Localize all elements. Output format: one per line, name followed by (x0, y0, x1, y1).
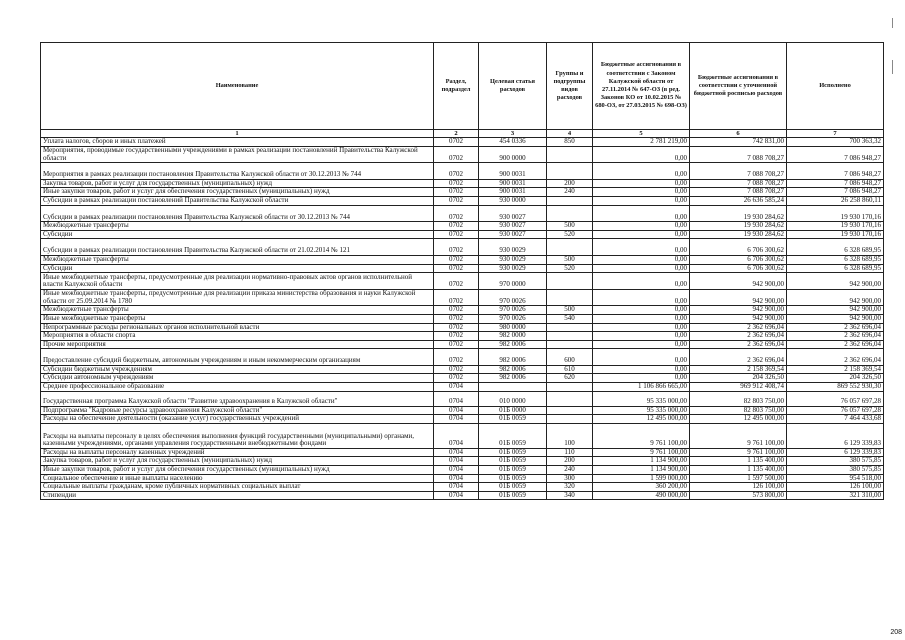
cell-name: Уплата налогов, сборов и иных платежей (41, 138, 434, 147)
cell-section: 0702 (434, 196, 479, 205)
table-row (41, 349, 884, 366)
cell-name: Иные межбюджетные трансферты, предусмотренные для реализации нормативно-правовых актов органов исполнительной власти Калужской области (41, 273, 434, 290)
cell-section: 0704 (434, 491, 479, 500)
page-number: 208 (890, 629, 902, 636)
cell-section: 0704 (434, 457, 479, 466)
cell-target: 01Б 0059 (479, 474, 547, 483)
table-row (41, 163, 884, 180)
cell-executed: 2 362 696,04 (787, 340, 884, 349)
cell-target: 01Б 0059 (479, 483, 547, 492)
cell-schedule: 969 912 408,74 (690, 383, 787, 392)
cell-law: 0,00 (593, 314, 690, 323)
cell-law: 0,00 (593, 273, 690, 290)
cell-law: 12 495 000,00 (593, 415, 690, 424)
cell-schedule: 7 088 708,27 (690, 188, 787, 197)
cell-target: 970 0026 (479, 289, 547, 306)
cell-group (547, 196, 593, 205)
table-header-row (41, 43, 884, 130)
cell-target: 01Б 0059 (479, 423, 547, 448)
column-number: 7 (787, 130, 884, 138)
cell-section: 0702 (434, 146, 479, 163)
cell-law: 0,00 (593, 163, 690, 180)
cell-group: 620 (547, 374, 593, 383)
cell-schedule: 9 761 100,00 (690, 448, 787, 457)
cell-executed: 7 086 948,27 (787, 179, 884, 188)
header-target: Целевая статья расходов (479, 43, 547, 130)
cell-name: Межбюджетные трансферты (41, 306, 434, 315)
table-row (41, 383, 884, 392)
cell-schedule: 1 135 400,00 (690, 466, 787, 475)
cell-law: 0,00 (593, 179, 690, 188)
cell-law: 0,00 (593, 332, 690, 341)
scan-edge-mark (892, 18, 893, 28)
cell-executed: 6 129 339,83 (787, 423, 884, 448)
cell-section: 0702 (434, 374, 479, 383)
cell-section: 0704 (434, 483, 479, 492)
cell-group: 500 (547, 255, 593, 264)
cell-executed: 942 900,00 (787, 306, 884, 315)
cell-name: Иные закупки товаров, работ и услуг для обеспечения государственных (муниципальных) нужд (41, 466, 434, 475)
cell-group: 500 (547, 222, 593, 231)
cell-executed: 6 328 689,95 (787, 264, 884, 273)
cell-group (547, 332, 593, 341)
cell-target: 900 0031 (479, 188, 547, 197)
cell-name: Субсидии в рамках реализации постановлений Правительства Калужской области (41, 196, 434, 205)
cell-target: 930 0029 (479, 264, 547, 273)
cell-target: 930 0029 (479, 239, 547, 256)
table-row (41, 415, 884, 424)
cell-section: 0704 (434, 474, 479, 483)
cell-group (547, 323, 593, 332)
cell-target: 970 0026 (479, 314, 547, 323)
header-law: Бюджетные ассигнования в соответствии с Законом Калужской области от 27.11.2014 № 647-ОЗ (в ред. Законов КО от 10.02.2015 № 680-ОЗ, от 27.03.2015 № 698-ОЗ) (593, 43, 690, 130)
cell-schedule: 942 900,00 (690, 289, 787, 306)
cell-executed: 6 328 689,95 (787, 239, 884, 256)
cell-group (547, 391, 593, 406)
cell-executed: 380 575,85 (787, 457, 884, 466)
cell-target: 900 0000 (479, 146, 547, 163)
cell-name: Подпрограмма "Кадровые ресурсы здравоохранения Калужской области" (41, 406, 434, 415)
cell-executed: 2 362 696,04 (787, 349, 884, 366)
table-row (41, 138, 884, 147)
cell-executed: 7 086 948,27 (787, 163, 884, 180)
cell-executed: 942 900,00 (787, 273, 884, 290)
table-row (41, 340, 884, 349)
cell-name: Межбюджетные трансферты (41, 222, 434, 231)
table-row (41, 255, 884, 264)
cell-executed: 7 086 948,27 (787, 146, 884, 163)
cell-group: 320 (547, 483, 593, 492)
cell-section: 0702 (434, 314, 479, 323)
cell-group: 240 (547, 188, 593, 197)
cell-law: 0,00 (593, 255, 690, 264)
cell-executed: 321 310,00 (787, 491, 884, 500)
cell-group: 540 (547, 314, 593, 323)
table-row (41, 491, 884, 500)
cell-law: 2 781 219,00 (593, 138, 690, 147)
cell-executed: 380 575,85 (787, 466, 884, 475)
cell-law: 0,00 (593, 222, 690, 231)
cell-name: Расходы на обеспечение деятельности (оказание услуг) государственных учреждений (41, 415, 434, 424)
cell-name: Мероприятия, проводимые государственными учреждениями в рамках реализации постановлений Правительства Калужской области (41, 146, 434, 163)
column-number: 6 (690, 130, 787, 138)
cell-law: 1 134 900,00 (593, 457, 690, 466)
table-row (41, 179, 884, 188)
cell-schedule: 82 803 750,00 (690, 391, 787, 406)
cell-section: 0704 (434, 448, 479, 457)
table-row (41, 264, 884, 273)
cell-group: 500 (547, 306, 593, 315)
cell-target: 900 0031 (479, 163, 547, 180)
cell-group: 200 (547, 457, 593, 466)
cell-law: 0,00 (593, 306, 690, 315)
budget-table (40, 42, 884, 500)
header-name: Наименование (41, 43, 434, 130)
cell-executed: 942 900,00 (787, 314, 884, 323)
cell-executed: 76 057 697,28 (787, 391, 884, 406)
cell-name: Иные межбюджетные трансферты, предусмотренные для реализации приказа министерства образования и науки Калужской области от 25.09.2014 № 1780 (41, 289, 434, 306)
cell-name: Мероприятия в рамках реализации постановления Правительства Калужской области от 30.12.2013 № 744 (41, 163, 434, 180)
cell-schedule: 6 706 300,62 (690, 255, 787, 264)
cell-law: 0,00 (593, 205, 690, 222)
cell-name: Закупка товаров, работ и услуг для государственных (муниципальных) нужд (41, 457, 434, 466)
cell-target: 982 0006 (479, 340, 547, 349)
cell-name: Субсидии автономным учреждениям (41, 374, 434, 383)
cell-target: 930 0029 (479, 255, 547, 264)
cell-section: 0704 (434, 423, 479, 448)
cell-law: 1 134 900,00 (593, 466, 690, 475)
cell-executed: 2 158 369,54 (787, 365, 884, 374)
cell-law: 1 106 866 665,00 (593, 383, 690, 392)
cell-executed: 204 326,50 (787, 374, 884, 383)
cell-schedule: 12 495 000,00 (690, 415, 787, 424)
cell-schedule: 9 761 100,00 (690, 423, 787, 448)
cell-schedule: 2 362 696,04 (690, 349, 787, 366)
cell-target: 01Б 0059 (479, 491, 547, 500)
cell-section: 0702 (434, 323, 479, 332)
cell-section: 0702 (434, 239, 479, 256)
cell-law: 0,00 (593, 365, 690, 374)
cell-group (547, 406, 593, 415)
cell-law: 95 335 000,00 (593, 391, 690, 406)
table-row (41, 239, 884, 256)
table-row (41, 289, 884, 306)
cell-schedule: 2 362 696,04 (690, 332, 787, 341)
table-row (41, 205, 884, 222)
table-row (41, 374, 884, 383)
cell-name: Среднее профессиональное образование (41, 383, 434, 392)
table-row (41, 332, 884, 341)
cell-target: 930 0000 (479, 196, 547, 205)
cell-schedule: 1 597 500,00 (690, 474, 787, 483)
table-row (41, 273, 884, 290)
table-row (41, 196, 884, 205)
column-number-row (41, 130, 884, 138)
cell-law: 360 200,00 (593, 483, 690, 492)
cell-name: Субсидии (41, 230, 434, 239)
cell-target: 930 0027 (479, 205, 547, 222)
cell-group: 340 (547, 491, 593, 500)
cell-name: Иные закупки товаров, работ и услуг для обеспечения государственных (муниципальных) нужд (41, 188, 434, 197)
cell-name: Непрограммные расходы региональных органов исполнительной власти (41, 323, 434, 332)
cell-target: 01Б 0059 (479, 448, 547, 457)
header-schedule: Бюджетные ассигнования в соответствии с уточненной бюджетной росписью расходов (690, 43, 787, 130)
table-row (41, 323, 884, 332)
cell-executed: 19 930 170,16 (787, 222, 884, 231)
cell-executed: 19 930 170,16 (787, 205, 884, 222)
cell-executed: 2 362 696,04 (787, 332, 884, 341)
table-body (41, 138, 884, 500)
cell-section: 0702 (434, 273, 479, 290)
cell-group: 100 (547, 423, 593, 448)
cell-name: Прочие мероприятия (41, 340, 434, 349)
cell-name: Государственная программа Калужской области "Развитие здравоохранения в Калужской области" (41, 391, 434, 406)
cell-executed: 954 518,00 (787, 474, 884, 483)
cell-schedule: 6 706 300,62 (690, 264, 787, 273)
cell-section: 0702 (434, 349, 479, 366)
cell-section: 0704 (434, 415, 479, 424)
cell-group (547, 239, 593, 256)
cell-name: Мероприятия в области спорта (41, 332, 434, 341)
cell-group (547, 163, 593, 180)
cell-law: 1 599 000,00 (593, 474, 690, 483)
cell-section: 0702 (434, 255, 479, 264)
cell-target: 982 0006 (479, 349, 547, 366)
table-row (41, 188, 884, 197)
cell-schedule: 7 088 708,27 (690, 146, 787, 163)
cell-executed: 6 328 689,95 (787, 255, 884, 264)
cell-target: 010 0000 (479, 391, 547, 406)
cell-section: 0702 (434, 222, 479, 231)
cell-group: 600 (547, 349, 593, 366)
cell-schedule: 19 930 284,62 (690, 230, 787, 239)
cell-name: Предоставление субсидий бюджетным, автономным учреждениям и иным некоммерческим организациям (41, 349, 434, 366)
cell-name: Социальные выплаты гражданам, кроме публичных нормативных социальных выплат (41, 483, 434, 492)
table-row (41, 222, 884, 231)
cell-group: 850 (547, 138, 593, 147)
cell-schedule: 82 803 750,00 (690, 406, 787, 415)
cell-law: 0,00 (593, 340, 690, 349)
cell-target: 970 0000 (479, 273, 547, 290)
header-section: Раздел, подраздел (434, 43, 479, 130)
cell-target: 980 0000 (479, 323, 547, 332)
cell-name: Расходы на выплаты персоналу в целях обеспечения выполнения функций государственными (муниципальными) органами, казенными учреждениями, органами управления государственными внебюджетными фондами (41, 423, 434, 448)
cell-group (547, 289, 593, 306)
cell-target (479, 383, 547, 392)
header-executed: Исполнено (787, 43, 884, 130)
cell-schedule: 26 636 585,24 (690, 196, 787, 205)
cell-schedule: 204 326,50 (690, 374, 787, 383)
column-number: 2 (434, 130, 479, 138)
cell-law: 0,00 (593, 188, 690, 197)
cell-group (547, 383, 593, 392)
table-row (41, 483, 884, 492)
table-row (41, 423, 884, 448)
cell-schedule: 2 362 696,04 (690, 323, 787, 332)
cell-section: 0702 (434, 230, 479, 239)
cell-section: 0702 (434, 138, 479, 147)
cell-law: 0,00 (593, 323, 690, 332)
cell-schedule: 19 930 284,62 (690, 222, 787, 231)
cell-group (547, 273, 593, 290)
table-row (41, 146, 884, 163)
cell-group: 110 (547, 448, 593, 457)
table-row (41, 457, 884, 466)
cell-schedule: 1 135 400,00 (690, 457, 787, 466)
cell-law: 0,00 (593, 230, 690, 239)
cell-section: 0702 (434, 365, 479, 374)
cell-section: 0702 (434, 163, 479, 180)
cell-group: 300 (547, 474, 593, 483)
cell-name: Межбюджетные трансферты (41, 255, 434, 264)
cell-law: 0,00 (593, 374, 690, 383)
column-number: 1 (41, 130, 434, 138)
cell-law: 0,00 (593, 349, 690, 366)
cell-target: 982 0006 (479, 365, 547, 374)
cell-target: 01Б 0059 (479, 466, 547, 475)
cell-schedule: 942 900,00 (690, 306, 787, 315)
cell-name: Субсидии в рамках реализации постановления Правительства Калужской области от 21.02.2014 № 121 (41, 239, 434, 256)
cell-group (547, 146, 593, 163)
cell-schedule: 7 088 708,27 (690, 163, 787, 180)
scan-edge-mark (892, 60, 893, 74)
cell-section: 0704 (434, 383, 479, 392)
column-number: 3 (479, 130, 547, 138)
cell-executed: 700 363,32 (787, 138, 884, 147)
cell-law: 0,00 (593, 146, 690, 163)
cell-schedule: 742 831,00 (690, 138, 787, 147)
cell-group (547, 205, 593, 222)
cell-executed: 7 464 433,68 (787, 415, 884, 424)
cell-section: 0702 (434, 332, 479, 341)
cell-law: 0,00 (593, 264, 690, 273)
cell-group: 520 (547, 230, 593, 239)
cell-executed: 869 552 930,30 (787, 383, 884, 392)
cell-target: 01Б 0059 (479, 415, 547, 424)
table-row (41, 314, 884, 323)
cell-executed: 19 930 170,16 (787, 230, 884, 239)
table-row (41, 306, 884, 315)
cell-target: 930 0027 (479, 222, 547, 231)
cell-law: 95 335 000,00 (593, 406, 690, 415)
table-row (41, 448, 884, 457)
cell-executed: 942 900,00 (787, 289, 884, 306)
cell-target: 900 0031 (479, 179, 547, 188)
table-row (41, 474, 884, 483)
budget-table-sheet (40, 42, 883, 500)
cell-section: 0702 (434, 340, 479, 349)
cell-name: Субсидии бюджетным учреждениям (41, 365, 434, 374)
cell-section: 0704 (434, 406, 479, 415)
cell-law: 0,00 (593, 289, 690, 306)
cell-target: 982 0000 (479, 332, 547, 341)
cell-law: 490 000,00 (593, 491, 690, 500)
cell-law: 0,00 (593, 239, 690, 256)
cell-executed: 76 057 697,28 (787, 406, 884, 415)
cell-group: 610 (547, 365, 593, 374)
cell-schedule: 6 706 300,62 (690, 239, 787, 256)
cell-group: 520 (547, 264, 593, 273)
cell-schedule: 2 362 696,04 (690, 340, 787, 349)
table-row (41, 466, 884, 475)
table-row (41, 365, 884, 374)
cell-executed: 6 129 339,83 (787, 448, 884, 457)
cell-group: 240 (547, 466, 593, 475)
cell-target: 454 0336 (479, 138, 547, 147)
cell-group (547, 340, 593, 349)
cell-group: 200 (547, 179, 593, 188)
cell-name: Субсидии (41, 264, 434, 273)
cell-law: 9 761 100,00 (593, 448, 690, 457)
cell-schedule: 942 900,00 (690, 314, 787, 323)
cell-section: 0702 (434, 188, 479, 197)
cell-name: Социальное обеспечение и иные выплаты населению (41, 474, 434, 483)
cell-target: 970 0026 (479, 306, 547, 315)
table-row (41, 230, 884, 239)
cell-section: 0702 (434, 306, 479, 315)
cell-name: Иные межбюджетные трансферты (41, 314, 434, 323)
cell-law: 0,00 (593, 196, 690, 205)
cell-executed: 2 362 696,04 (787, 323, 884, 332)
table-row (41, 391, 884, 406)
cell-executed: 126 100,00 (787, 483, 884, 492)
cell-schedule: 19 930 284,62 (690, 205, 787, 222)
cell-executed: 26 258 860,11 (787, 196, 884, 205)
cell-section: 0704 (434, 466, 479, 475)
cell-section: 0704 (434, 391, 479, 406)
cell-group (547, 415, 593, 424)
cell-section: 0702 (434, 264, 479, 273)
cell-name: Закупка товаров, работ и услуг для государственных (муниципальных) нужд (41, 179, 434, 188)
column-number: 5 (593, 130, 690, 138)
cell-schedule: 942 900,00 (690, 273, 787, 290)
cell-target: 930 0027 (479, 230, 547, 239)
cell-section: 0702 (434, 179, 479, 188)
cell-schedule: 7 088 708,27 (690, 179, 787, 188)
table-row (41, 406, 884, 415)
header-group: Группы и подгруппы видов расходов (547, 43, 593, 130)
cell-target: 982 0006 (479, 374, 547, 383)
column-number: 4 (547, 130, 593, 138)
cell-target: 01Б 0000 (479, 406, 547, 415)
cell-section: 0702 (434, 289, 479, 306)
cell-schedule: 573 800,00 (690, 491, 787, 500)
cell-name: Стипендии (41, 491, 434, 500)
cell-law: 9 761 100,00 (593, 423, 690, 448)
cell-name: Субсидии в рамках реализации постановления Правительства Калужской области от 30.12.2013 № 744 (41, 205, 434, 222)
cell-schedule: 2 158 369,54 (690, 365, 787, 374)
cell-name: Расходы на выплаты персоналу казенных учреждений (41, 448, 434, 457)
cell-schedule: 126 100,00 (690, 483, 787, 492)
cell-section: 0702 (434, 205, 479, 222)
cell-executed: 7 086 948,27 (787, 188, 884, 197)
cell-target: 01Б 0059 (479, 457, 547, 466)
